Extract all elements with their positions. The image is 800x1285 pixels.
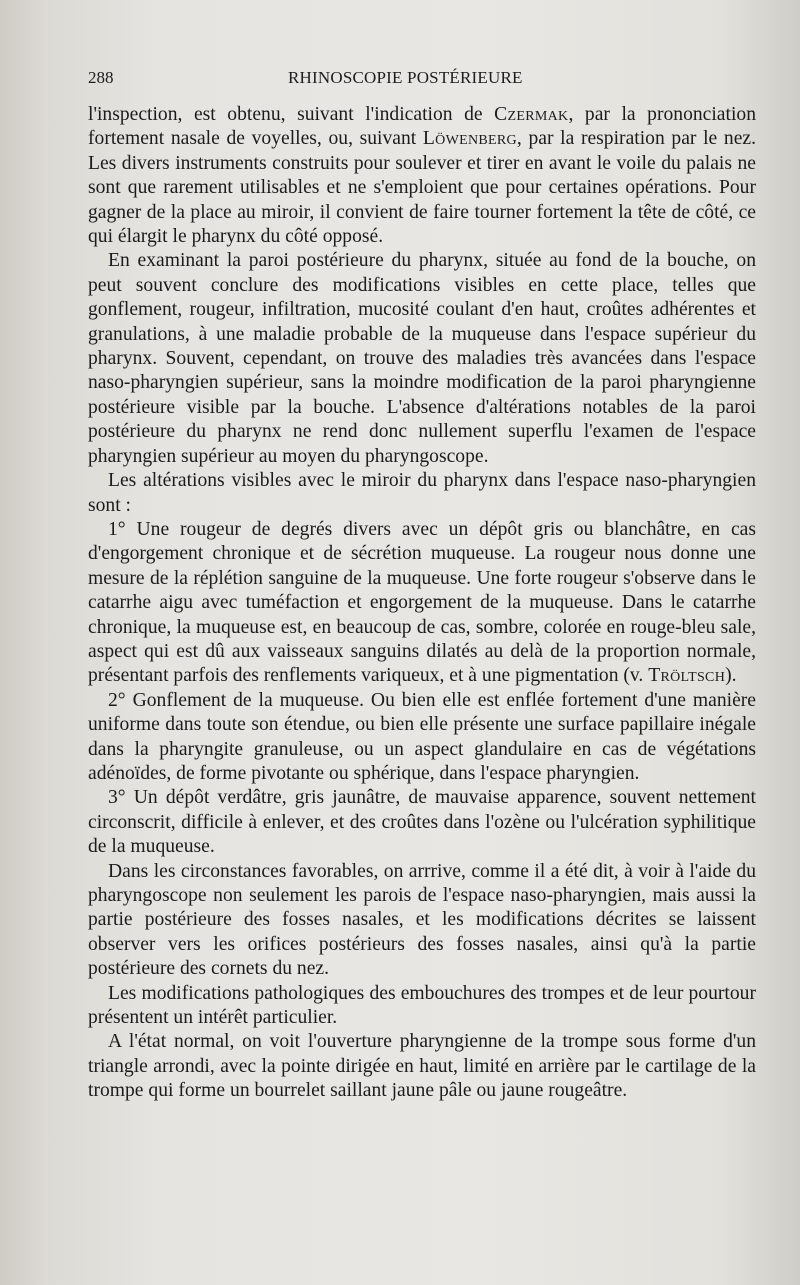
paragraph-7: Dans les circonstances favorables, on arrrive, comme il a été dit, à voir à l'aide du pharyngoscope non seulement les parois de l'espace naso-pharyngien, mais aussi la partie postérieure des fosses nasales, et les modifications décrites se laissent observer vers les orifices postérieurs des fosses nasales, ainsi qu'à la partie postérieure des cornets du nez. — [88, 860, 756, 980]
author-name-lowenberg: Löwenberg — [422, 128, 517, 150]
paragraph-4-text-b: ). — [725, 665, 737, 687]
author-name-troltsch: Tröltsch — [648, 665, 726, 687]
paragraph-1 — [88, 103, 756, 249]
running-title: RHINOSCOPIE POSTÉRIEURE — [288, 68, 523, 87]
paragraph-4 — [88, 518, 756, 689]
paragraph-1-text-a: l'inspection, est obtenu, suivant l'indication de — [88, 104, 495, 125]
page-number: 288 — [88, 68, 114, 87]
paragraph-8: Les modifications pathologiques des embouchures des trompes et de leur pourtour présentent un intérêt particulier. — [88, 982, 756, 1029]
paragraph-2: En examinant la paroi postérieure du pharynx, située au fond de la bouche, on peut souvent conclure des modifications visibles en cette place, telles que gonflement, rougeur, infiltration, mucosité coulant d'en haut, croûtes adhérentes et granulations, à une maladie probable de la muqueuse dans l'espace supérieur du pharynx. Souvent, cependant, on trouve des maladies très avancées dans l'espace naso-pharyngien supérieur, sans la moindre modification de la paroi pharyngienne postérieure visible par la bouche. L'absence d'altérations notables de la paroi postérieure du pharynx ne rend donc nullement superflu l'examen de l'espace pharyngien supérieur au moyen du pharyngoscope. — [88, 250, 756, 467]
paragraph-3: Les altérations visibles avec le miroir du pharynx dans l'espace naso-pharyngien sont : — [88, 470, 756, 516]
running-head — [88, 68, 756, 92]
paragraph-1-text-c: , par la respiration par le nez. Les divers instruments construits pour soulever et tirer en avant le voile du palais ne sont que rarement utilisables et ne s'emploient que pour certaines opérations. Pour gagner de la place au miroir, il convient de faire tourner fortement la tête de côté, ce qui élargit le pharynx du côté opposé. — [88, 128, 756, 248]
body-text — [88, 103, 756, 1104]
paragraph-5: 2° Gonflement de la muqueuse. Ou bien elle est enflée fortement d'une manière uniforme dans toute son étendue, ou bien elle présente une surface papillaire inégale dans la pharyngite granuleuse, ou un aspect glandulaire en cas de végétations adénoïdes, de forme pivotante ou sphérique, dans l'espace pharyngien. — [88, 689, 756, 784]
author-name-czermak: Czermak — [494, 104, 569, 125]
paragraph-4-text-a: 1° Une rougeur de degrés divers avec un dépôt gris ou blanchâtre, en cas d'engorgement chronique et de sécrétion muqueuse. La rougeur nous donne une mesure de la réplétion sanguine de la muqueuse. Une forte rougeur s'observe dans le catarrhe aigu avec tuméfaction et engorgement de la muqueuse. Dans le catarrhe chronique, la muqueuse est, en beaucoup de cas, sombre, colorée en rouge-bleu sale, aspect qui est dû aux vaisseaux sanguins dilatés au delà de la proportion normale, présentant parfois des renflements variqueux, et à une pigmentation (v. — [88, 518, 756, 687]
paragraph-6: 3° Un dépôt verdâtre, gris jaunâtre, de mauvaise apparence, souvent nettement circonscrit, difficile à enlever, et des croûtes dans l'ozène ou l'ulcération syphilitique de la muqueuse. — [88, 787, 756, 858]
paragraph-1-text-b: , par la prononciation fortement nasale de voyelles, ou, suivant — [88, 104, 756, 150]
paragraph-9: A l'état normal, on voit l'ouverture pharyngienne de la trompe sous forme d'un triangle arrondi, avec la pointe dirigée en haut, limité en arrière par le cartilage de la trompe qui forme un bourrelet saillant jaune pâle ou jaune rougeâtre. — [88, 1031, 756, 1102]
